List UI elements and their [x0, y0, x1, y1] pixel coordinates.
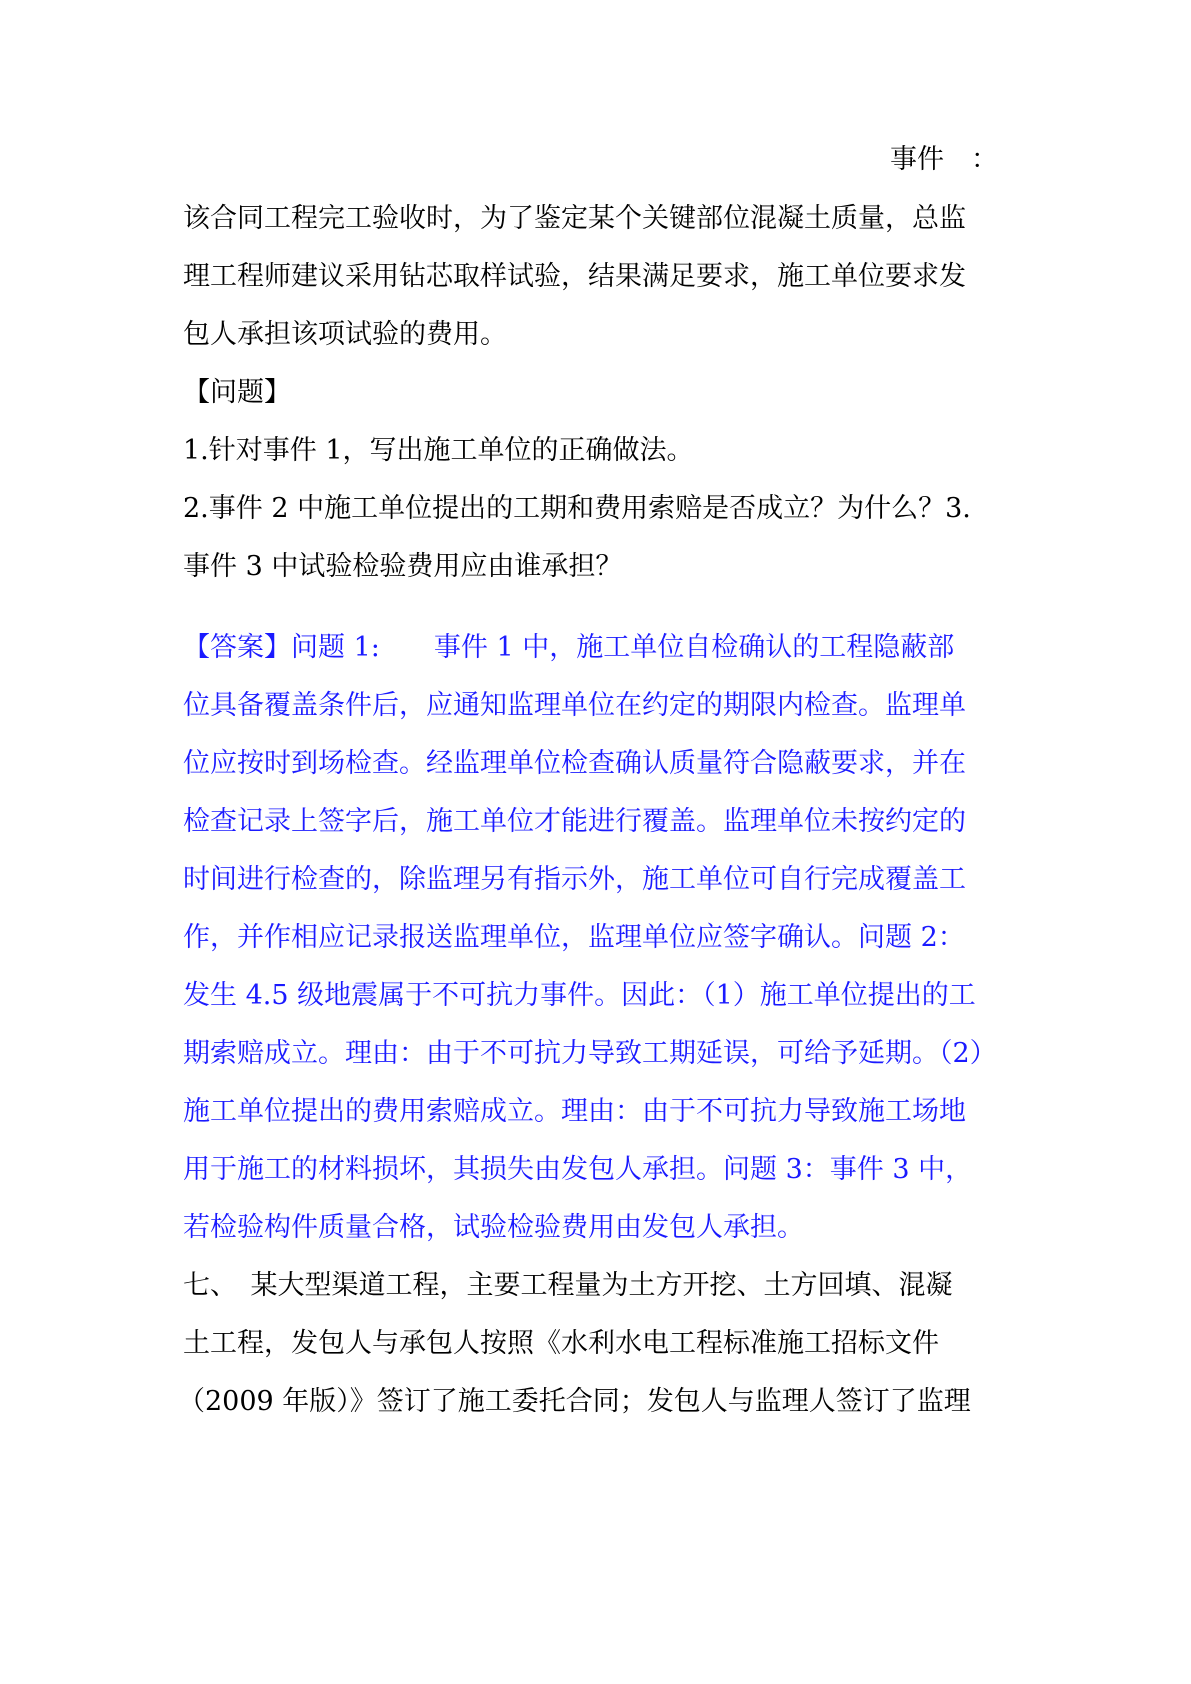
answer-line-1: 【答案】问题 1: 事件 1 中，施工单位自检确认的工程隐蔽部 — [183, 632, 955, 663]
question-line-3: 事件 3 中试验检验费用应由谁承担？ — [183, 551, 623, 582]
answer-line-5: 时间进行检查的，除监理另有指示外，施工单位可自行完成覆盖工 — [183, 864, 966, 895]
answer-line-3: 位应按时到场检查。经监理单位检查确认质量符合隐蔽要求，并在 — [183, 748, 966, 779]
answer-line-11: 若检验构件质量合格，试验检验费用由发包人承担。 — [183, 1212, 804, 1243]
event3-line-2: 理工程师建议采用钻芯取样试验，结果满足要求，施工单位要求发 — [183, 261, 966, 292]
answer-line-8: 期索赔成立。理由：由于不可抗力导致工期延误，可给予延期。（2） — [183, 1038, 997, 1069]
question-line-2: 2.事件 2 中施工单位提出的工期和费用索赔是否成立？为什么？3. — [183, 493, 971, 524]
event3-line-3: 包人承担该项试验的费用。 — [183, 319, 507, 350]
answer-line-4: 检查记录上签字后，施工单位才能进行覆盖。监理单位未按约定的 — [183, 806, 966, 837]
section7-line-3: （2009 年版）》签订了施工委托合同；发包人与监理人签订了监理 — [178, 1386, 971, 1417]
answer-line-10: 用于施工的材料损坏，其损失由发包人承担。问题 3：事件 3 中， — [183, 1154, 973, 1185]
section7-line-2: 土工程，发包人与承包人按照《水利水电工程标准施工招标文件 — [183, 1328, 939, 1359]
answer-line-9: 施工单位提出的费用索赔成立。理由：由于不可抗力导致施工场地 — [183, 1096, 966, 1127]
event-header: 事件 ： — [890, 144, 998, 175]
section7-line-1: 七、 某大型渠道工程，主要工程量为土方开挖、土方回填、混凝 — [183, 1270, 953, 1301]
answer-line-2: 位具备覆盖条件后，应通知监理单位在约定的期限内检查。监理单 — [183, 690, 966, 721]
question-line-1: 1.针对事件 1，写出施工单位的正确做法。 — [183, 435, 694, 466]
event3-line-1: 该合同工程完工验收时，为了鉴定某个关键部位混凝土质量，总监 — [183, 203, 966, 234]
answer-line-7: 发生 4.5 级地震属于不可抗力事件。因此：（1）施工单位提出的工 — [183, 980, 976, 1011]
questions-heading: 【问题】 — [183, 377, 291, 408]
answer-line-6: 作，并作相应记录报送监理单位，监理单位应签字确认。问题 2： — [183, 922, 965, 953]
